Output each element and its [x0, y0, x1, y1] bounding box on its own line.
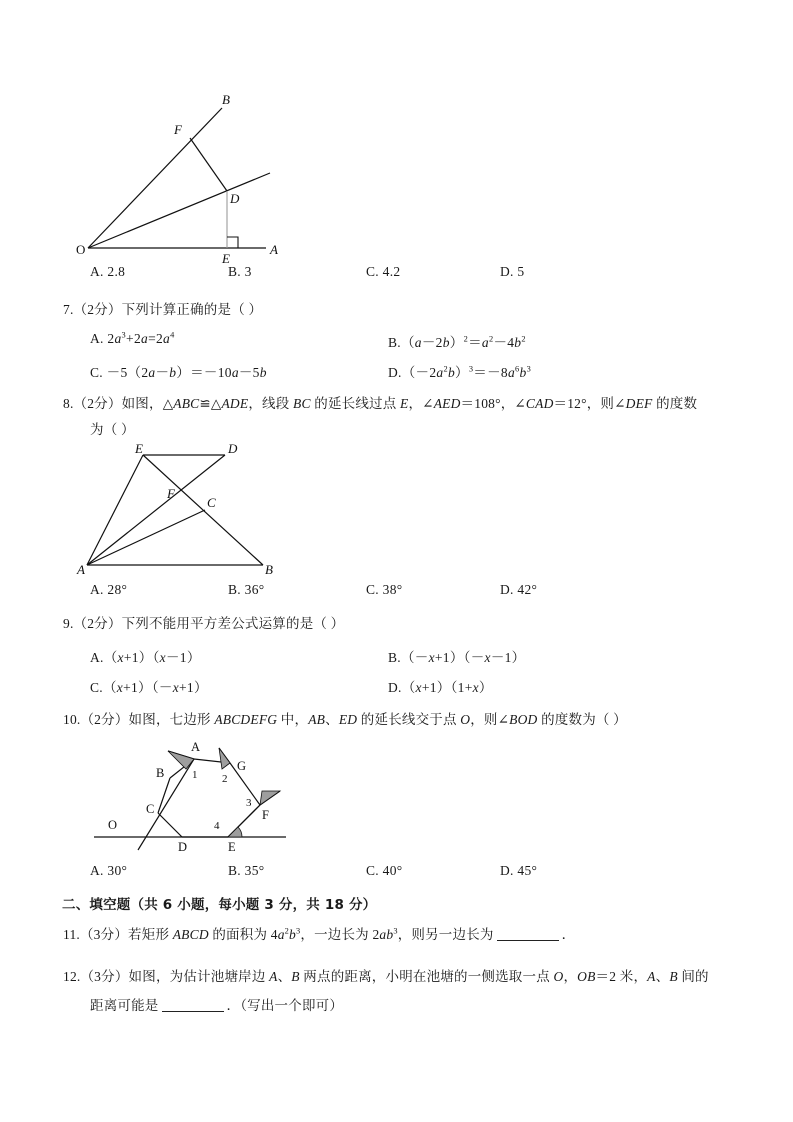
svg-text:A: A	[77, 562, 85, 577]
svg-text:4: 4	[214, 820, 220, 832]
q12-stem-line1: 12.（3分）如图，为估计池塘岸边 A、B 两点的距离，小明在池塘的一侧选取一点 O，OB＝2 米，A、B 间的	[63, 969, 709, 984]
svg-text:D: D	[178, 840, 188, 854]
q7-option-b-expr: $(a-2b)^2=a^2-4b^2$	[400, 334, 526, 350]
q7-option-c: C. －5（2a－b）＝－10a－5b	[90, 365, 267, 380]
q7-option-a: A. $2a^3+2a=2a^4$	[90, 330, 175, 346]
svg-text:O: O	[76, 242, 86, 257]
svg-text:C: C	[146, 802, 155, 816]
svg-text:F: F	[174, 122, 182, 137]
svg-text:E: E	[135, 443, 143, 456]
q7-stem: 7.（2分）下列计算正确的是（ ）	[63, 302, 263, 317]
q11-answer-blank[interactable]	[497, 929, 559, 941]
svg-text:B: B	[265, 562, 273, 577]
q9-option-b-expr: （－x+1）（－x－1）	[400, 650, 526, 665]
q7-option-b: $B.(a-2b)^2=a^2-4b^2$	[388, 334, 526, 350]
q10-option-d: D. 45°	[500, 863, 538, 878]
q10-option-c: C. 40°	[366, 863, 403, 878]
q8-option-c: C. 38°	[366, 582, 403, 597]
svg-text:O: O	[108, 818, 118, 832]
q6-option-c: C. 4.2	[366, 264, 401, 279]
svg-text:G: G	[237, 759, 247, 773]
q6-option-d: D. 5	[500, 264, 525, 279]
q10-option-b: B. 35°	[228, 863, 265, 878]
q10-option-a: A. 30°	[90, 863, 128, 878]
section-2-heading: 二、填空题（共 6 小题，每小题 3 分，共 18 分）	[62, 897, 377, 913]
q11-stem-text: 若矩形 ABCD 的面积为 $4a^2b^3$，一边长为 $2ab^3$，则另一边长为	[128, 926, 494, 942]
q9-option-b: B.（－x+1）（－x－1）	[388, 650, 526, 665]
q7-option-d: $D.(-2a^2b)^3=-8a^6b^3$	[388, 364, 532, 380]
q6-option-a: A. 2.8	[90, 264, 126, 279]
q7-option-c-expr: －5（2a－b）＝－10a－5b	[106, 365, 267, 380]
q9-stem: 9.（2分）下列不能用平方差公式运算的是（ ）	[63, 616, 345, 631]
svg-text:D: D	[230, 191, 240, 206]
q10-stem: 10.（2分）如图，七边形 ABCDEFG 中，AB、ED 的延长线交于点 O，则∠BOD 的度数为（ ）	[63, 712, 627, 727]
q8-congruent-triangles-figure	[75, 443, 300, 578]
svg-text:3: 3	[246, 797, 252, 809]
svg-text:E: E	[222, 251, 230, 266]
svg-text:B: B	[222, 92, 230, 107]
q8-option-d: D. 42°	[500, 582, 538, 597]
svg-text:2: 2	[222, 773, 228, 785]
q7-option-d-expr: $(-2a^2b)^3=-8a^6b^3$	[401, 364, 532, 380]
q9-option-a-expr: （x+1）（x－1）	[103, 650, 201, 665]
q9-option-d: D.（x+1）（1+x）	[388, 680, 493, 695]
q10-heptagon-figure	[90, 733, 305, 855]
svg-text:F: F	[167, 486, 175, 501]
q8-option-b: B. 36°	[228, 582, 265, 597]
svg-text:1: 1	[192, 769, 198, 781]
q9-option-a: A.（x+1）（x－1）	[90, 650, 201, 665]
q11-stem: 11.（3分）若矩形 ABCD 的面积为 $4a^2b^3$，一边长为 $2ab^3$，则另一边长为 ．	[63, 926, 576, 942]
q12-stem-line2: 距离可能是 ．（写出一个即可）	[90, 998, 344, 1013]
q8-option-a: A. 28°	[90, 582, 128, 597]
svg-text:D: D	[228, 443, 238, 456]
q6-angle-figure	[70, 88, 305, 268]
q12-answer-blank[interactable]	[162, 1000, 224, 1012]
q12-stem-text: 如图，为估计池塘岸边 A、B 两点的距离，小明在池塘的一侧选取一点 O，OB＝2 米，A、B 间的	[128, 969, 709, 984]
q9-option-d-expr: （x+1）（1+x）	[401, 680, 493, 695]
q7-option-a-expr: $2a^3+2a=2a^4$	[107, 330, 175, 346]
q6-option-b: B. 3	[228, 264, 252, 279]
svg-text:A: A	[270, 242, 278, 257]
svg-text:F: F	[262, 808, 269, 822]
q9-option-c: C.（x+1）（－x+1）	[90, 680, 208, 695]
q8-stem-line1: 8.（2分）如图，△ABC≌△ADE，线段 BC 的延长线过点 E，∠AED＝108°，∠CAD＝12°，则∠DEF 的度数	[63, 396, 698, 411]
q8-stem-line2: 为（ ）	[90, 422, 135, 437]
svg-text:B: B	[156, 766, 165, 780]
svg-text:C: C	[207, 495, 216, 510]
q8-stem-text: 如图，△ABC≌△ADE，线段 BC 的延长线过点 E，∠AED＝108°，∠CAD＝12°，则∠DEF 的度数	[121, 396, 698, 411]
svg-text:A: A	[191, 740, 201, 754]
q10-stem-text: 如图，七边形 ABCDEFG 中，AB、ED 的延长线交于点 O，则∠BOD 的度数为（ ）	[128, 712, 627, 727]
q9-option-c-expr: （x+1）（－x+1）	[102, 680, 208, 695]
svg-text:E: E	[228, 840, 236, 854]
